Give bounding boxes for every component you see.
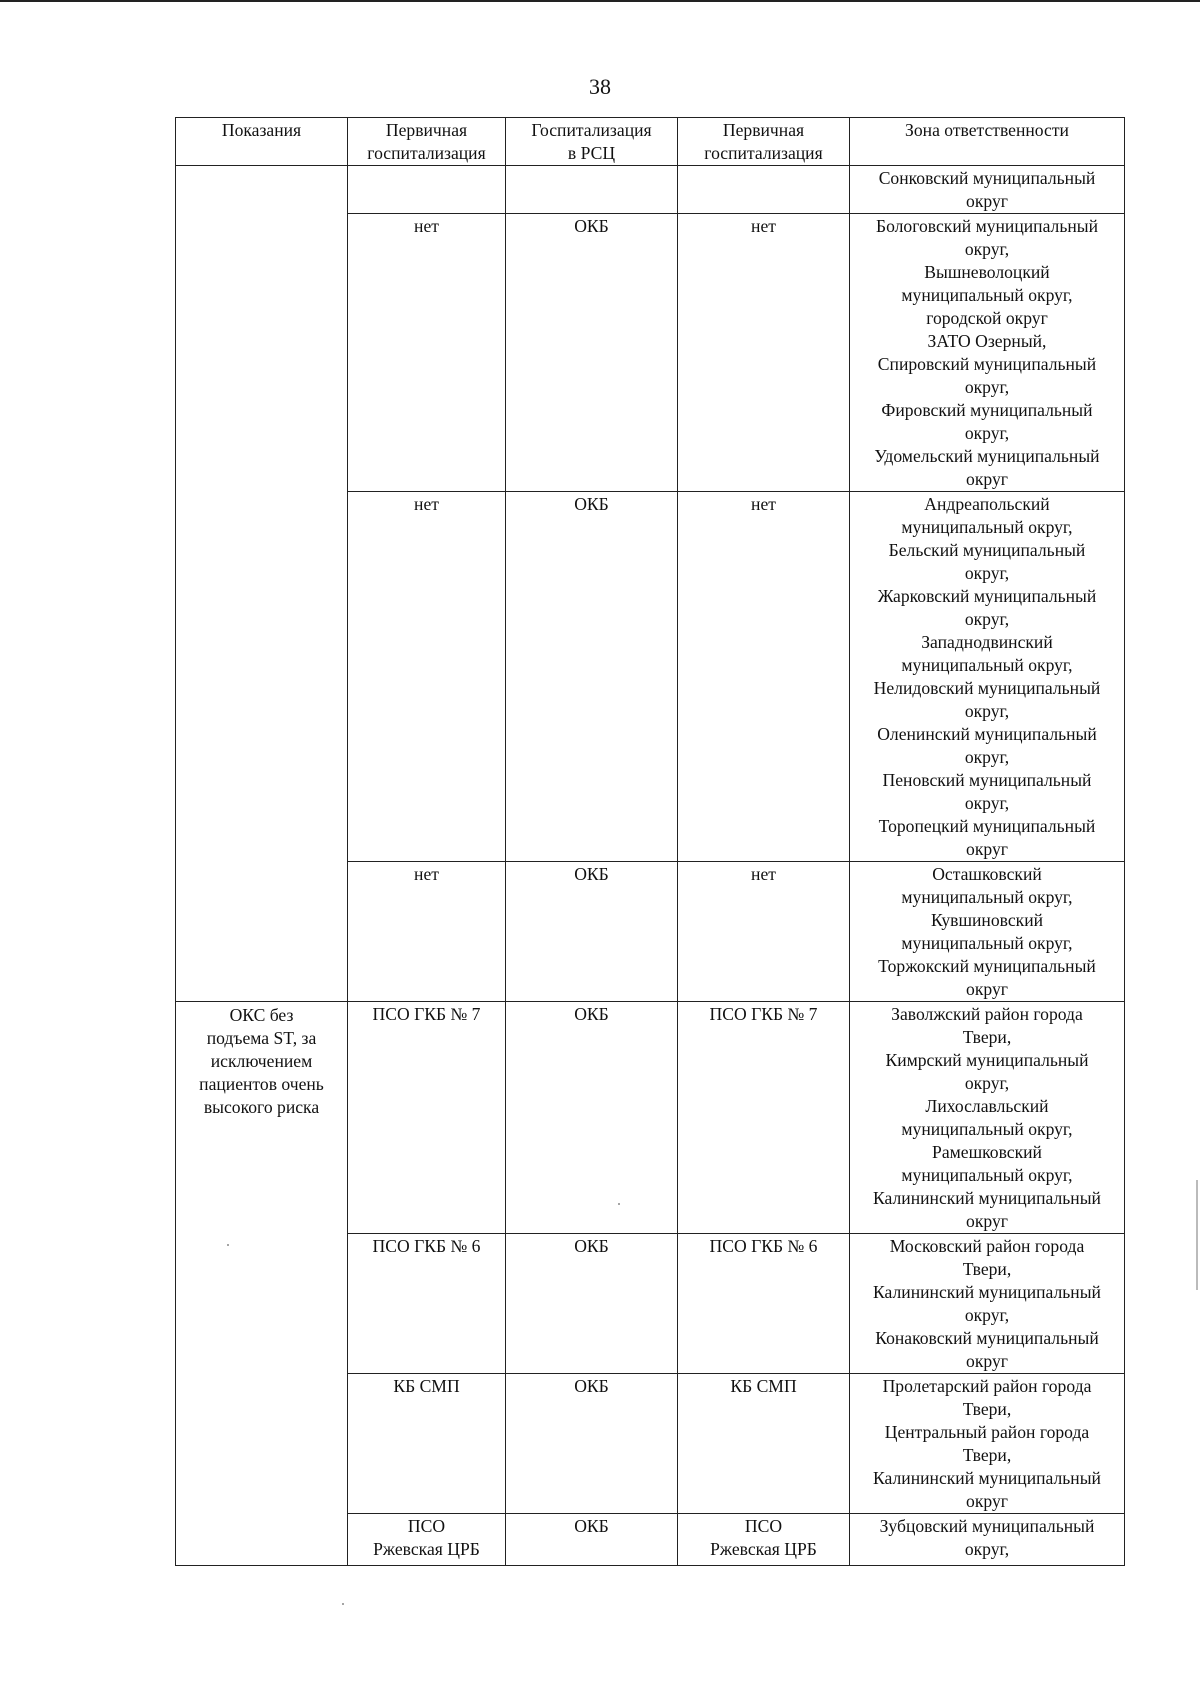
cell-line: ОКБ (574, 216, 609, 236)
primary-hospitalization-2-cell (678, 1002, 850, 1234)
zone-line: городской округ (926, 308, 1048, 328)
zone-line: Фировский муниципальный (881, 400, 1093, 420)
zone-line: Пролетарский район города (882, 1376, 1092, 1396)
header-primary-hospitalization: Первичная госпитализация (348, 118, 506, 166)
table-header-row (176, 118, 1125, 166)
zone-line: Западнодвинский (921, 632, 1053, 652)
zone-line: округ, (964, 239, 1010, 259)
header-primary-hospitalization-2: Первичная госпитализация (678, 118, 850, 166)
zone-line: Твери, (962, 1027, 1012, 1047)
primary-hospitalization-cell (348, 166, 506, 214)
cell-line: нет (414, 494, 439, 514)
indication-line: подъема ST, за (206, 1028, 317, 1048)
cell-line: нет (414, 864, 439, 884)
rsc-hospitalization-cell (506, 214, 678, 492)
zone-line: Сонковский муниципальный (878, 168, 1096, 188)
zone-line: муниципальный округ, (901, 1119, 1073, 1139)
zone-line: Торопецкий муниципальный (878, 816, 1096, 836)
zone-line: округ (966, 1491, 1008, 1511)
cell-line: ОКБ (574, 1236, 609, 1256)
zone-line: Заволжский район города (891, 1004, 1083, 1024)
zone-line: Калининский муниципальный (873, 1282, 1101, 1302)
zone-line: округ, (964, 1539, 1010, 1559)
zone-line: округ, (964, 563, 1010, 583)
primary-hospitalization-cell (348, 1374, 506, 1514)
cell-line: Ржевская ЦРБ (373, 1539, 480, 1559)
scan-speck (227, 1244, 229, 1246)
primary-hospitalization-2-cell (678, 166, 850, 214)
cell-line: ПСО (744, 1516, 783, 1536)
zone-line: округ (966, 839, 1008, 859)
cell-line: нет (751, 494, 776, 514)
responsibility-zone-cell (850, 1374, 1125, 1514)
zone-line: муниципальный округ, (901, 655, 1073, 675)
primary-hospitalization-2-cell (678, 862, 850, 1002)
header-indications: Показания (176, 118, 348, 166)
zone-line: округ (966, 469, 1008, 489)
zone-line: Твери, (962, 1445, 1012, 1465)
indication-cell (176, 1002, 348, 1566)
zone-line: Рамешковский (932, 1142, 1042, 1162)
responsibility-zone-cell (850, 1002, 1125, 1234)
zone-line: Твери, (962, 1259, 1012, 1279)
cell-line: КБ СМП (393, 1376, 460, 1396)
zone-line: округ (966, 1211, 1008, 1231)
rsc-hospitalization-cell (506, 492, 678, 862)
zone-line: муниципальный округ, (901, 1165, 1073, 1185)
rsc-hospitalization-cell (506, 1514, 678, 1566)
cell-line: ПСО ГКБ № 6 (372, 1236, 481, 1256)
zone-line: Конаковский муниципальный (875, 1328, 1099, 1348)
zone-line: Жарковский муниципальный (877, 586, 1097, 606)
cell-line: ПСО ГКБ № 7 (372, 1004, 481, 1024)
zone-line: Зубцовский муниципальный (879, 1516, 1095, 1536)
cell-line: ОКБ (574, 864, 609, 884)
zone-line: Спировский муниципальный (877, 354, 1097, 374)
zone-line: округ, (964, 747, 1010, 767)
zone-line: округ, (964, 609, 1010, 629)
zone-line: округ, (964, 701, 1010, 721)
zone-line: Оленинский муниципальный (877, 724, 1097, 744)
cell-line: нет (751, 864, 776, 884)
cell-line: ОКБ (574, 494, 609, 514)
zone-line: муниципальный округ, (901, 517, 1073, 537)
cell-line: ОКБ (574, 1004, 609, 1024)
primary-hospitalization-cell (348, 1002, 506, 1234)
zone-line: Твери, (962, 1399, 1012, 1419)
primary-hospitalization-2-cell (678, 1514, 850, 1566)
cell-line: Ржевская ЦРБ (710, 1539, 817, 1559)
routing-table (175, 117, 1125, 1566)
cell-line: нет (414, 216, 439, 236)
primary-hospitalization-cell (348, 492, 506, 862)
zone-line: округ, (964, 1073, 1010, 1093)
rsc-hospitalization-cell (506, 862, 678, 1002)
responsibility-zone-cell (850, 166, 1125, 214)
page-number: 38 (589, 74, 611, 99)
cell-line: КБ СМП (730, 1376, 797, 1396)
rsc-hospitalization-cell (506, 1374, 678, 1514)
zone-line: Торжокский муниципальный (878, 956, 1096, 976)
zone-line: муниципальный округ, (901, 933, 1073, 953)
header-responsibility-zone: Зона ответственности (850, 118, 1125, 166)
primary-hospitalization-2-cell (678, 1374, 850, 1514)
cell-line: ОКБ (574, 1376, 609, 1396)
zone-line: Центральный район города (884, 1422, 1090, 1442)
primary-hospitalization-2-cell (678, 1234, 850, 1374)
zone-line: Лихославльский (925, 1096, 1049, 1116)
primary-hospitalization-cell (348, 862, 506, 1002)
table-row (176, 1002, 1125, 1234)
responsibility-zone-cell (850, 492, 1125, 862)
zone-line: округ, (964, 793, 1010, 813)
cell-line: нет (751, 216, 776, 236)
zone-line: округ (966, 191, 1008, 211)
scan-edge-mark (1196, 1180, 1198, 1290)
zone-line: Бологовский муниципальный (875, 216, 1099, 236)
header-rsc-hospitalization: Госпитализация в РСЦ (506, 118, 678, 166)
scan-top-border (0, 0, 1200, 2)
primary-hospitalization-2-cell (678, 492, 850, 862)
cell-line: ОКБ (574, 1516, 609, 1536)
zone-line: Кимрский муниципальный (885, 1050, 1089, 1070)
rsc-hospitalization-cell (506, 166, 678, 214)
indication-line: высокого риска (203, 1097, 320, 1117)
zone-line: округ (966, 979, 1008, 999)
rsc-hospitalization-cell (506, 1002, 678, 1234)
scan-speck (342, 1603, 344, 1605)
rsc-hospitalization-cell (506, 1234, 678, 1374)
zone-line: Пеновский муниципальный (882, 770, 1092, 790)
primary-hospitalization-cell (348, 1234, 506, 1374)
primary-hospitalization-cell (348, 1514, 506, 1566)
cell-line: ПСО ГКБ № 7 (709, 1004, 818, 1024)
zone-line: Калининский муниципальный (873, 1468, 1101, 1488)
zone-line: округ (966, 1351, 1008, 1371)
indication-line: пациентов очень (199, 1074, 324, 1094)
zone-line: Калининский муниципальный (873, 1188, 1101, 1208)
indication-line: ОКС без (229, 1005, 294, 1025)
zone-line: Удомельский муниципальный (874, 446, 1100, 466)
indication-cell-continued (176, 166, 348, 1002)
responsibility-zone-cell (850, 1514, 1125, 1566)
primary-hospitalization-2-cell (678, 214, 850, 492)
responsibility-zone-cell (850, 862, 1125, 1002)
responsibility-zone-cell (850, 1234, 1125, 1374)
zone-line: Андреапольский (924, 494, 1050, 514)
cell-line: ПСО ГКБ № 6 (709, 1236, 818, 1256)
scan-speck (618, 1203, 620, 1205)
primary-hospitalization-cell (348, 214, 506, 492)
zone-line: Московский район города (889, 1236, 1085, 1256)
zone-line: муниципальный округ, (901, 887, 1073, 907)
cell-line: ПСО (407, 1516, 446, 1536)
zone-line: муниципальный округ, (901, 285, 1073, 305)
zone-line: Вышневолоцкий (924, 262, 1050, 282)
zone-line: округ, (964, 377, 1010, 397)
zone-line: Осташковский (932, 864, 1042, 884)
zone-line: ЗАТО Озерный, (927, 331, 1047, 351)
zone-line: округ, (964, 423, 1010, 443)
zone-line: Бельский муниципальный (888, 540, 1086, 560)
zone-line: округ, (964, 1305, 1010, 1325)
zone-line: Нелидовский муниципальный (873, 678, 1101, 698)
zone-line: Кувшиновский (930, 910, 1044, 930)
indication-line: исключением (210, 1051, 313, 1071)
table-row (176, 166, 1125, 214)
responsibility-zone-cell (850, 214, 1125, 492)
